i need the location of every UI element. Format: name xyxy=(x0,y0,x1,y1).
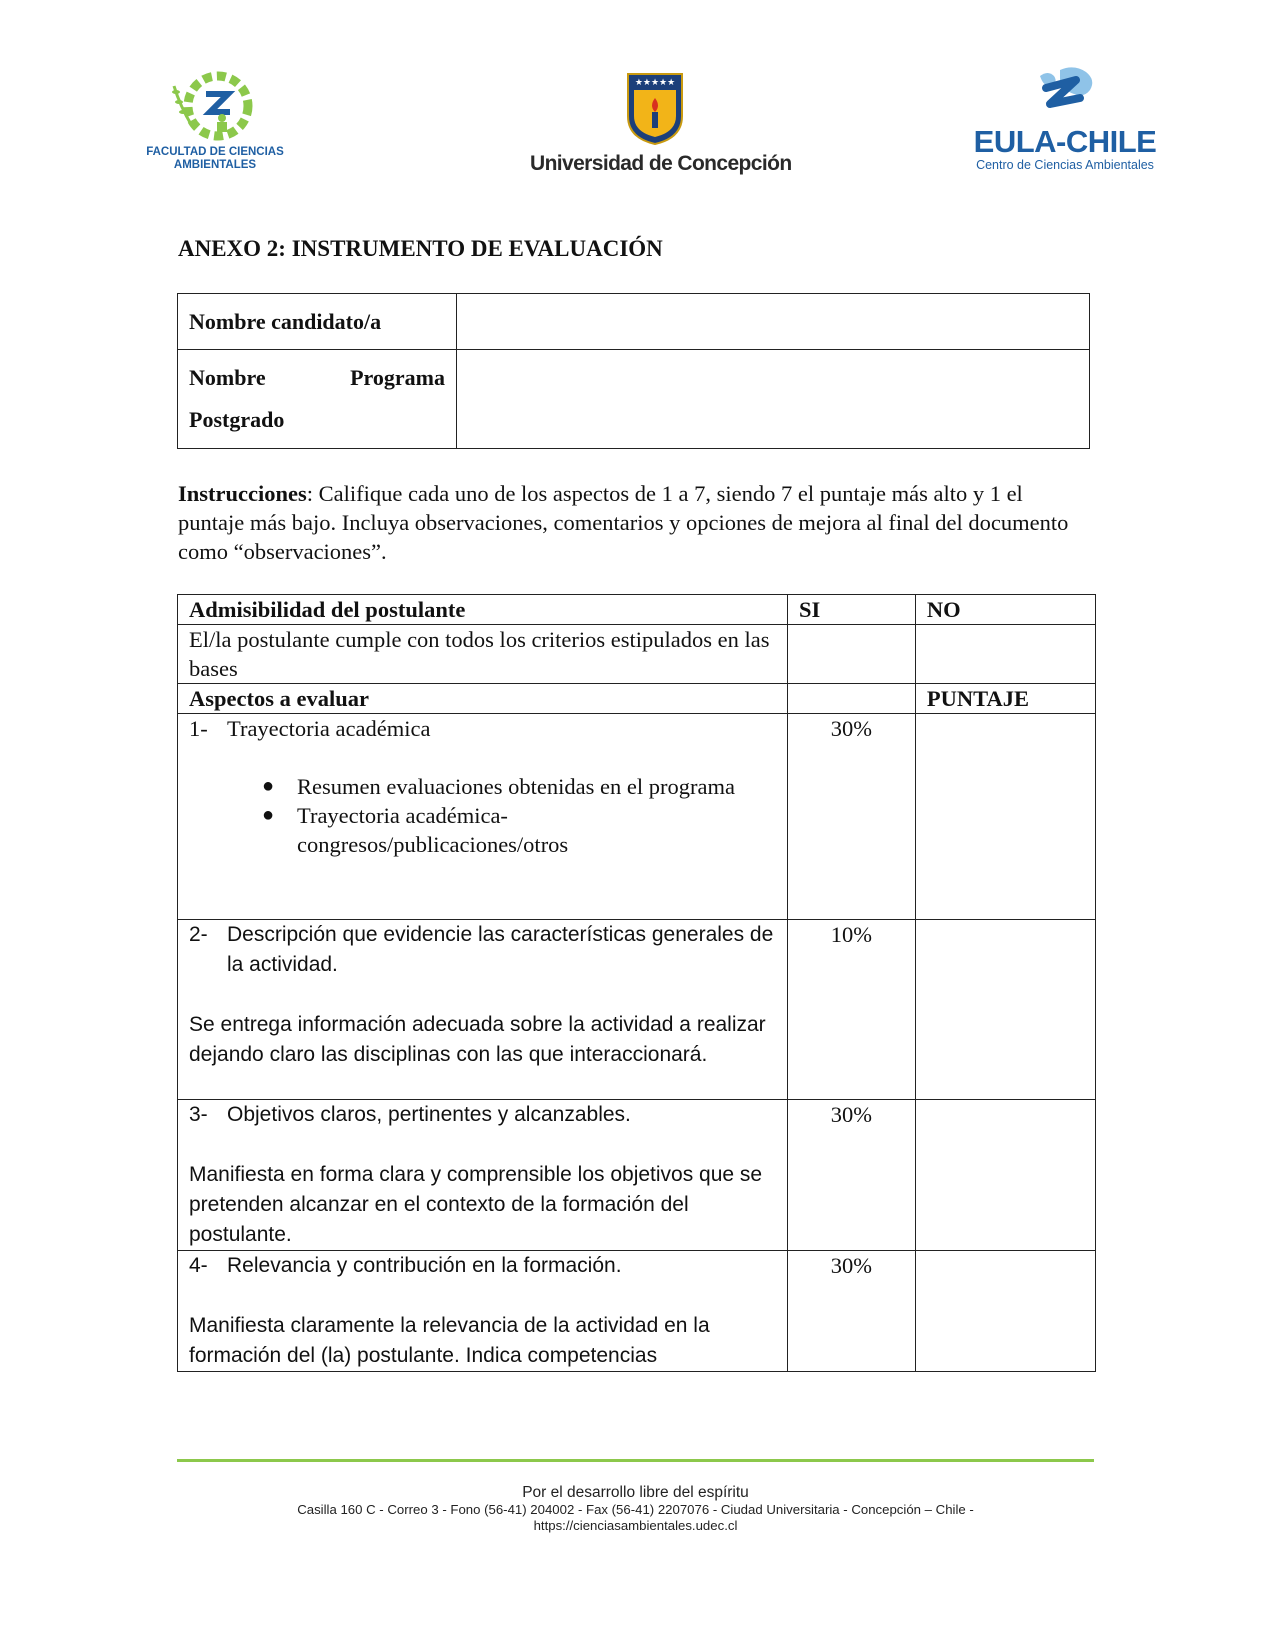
udec-logo-text: Universidad de Concepción xyxy=(530,152,792,175)
instructions-label: Instrucciones xyxy=(178,481,307,506)
aspects-header-row xyxy=(178,684,1096,714)
instructions-paragraph xyxy=(178,479,1090,566)
candidate-name-row xyxy=(178,294,1090,350)
si-header: SI xyxy=(787,595,915,625)
faculty-gear-emblem-icon xyxy=(162,66,268,146)
criteria-row xyxy=(178,625,1096,684)
aspect-2-description: Se entrega información adecuada sobre la actividad a realizar dejando claro las disciplinas con las que interaccionará. xyxy=(189,1013,766,1066)
evaluation-table xyxy=(177,594,1096,1372)
criteria-si-cell[interactable] xyxy=(787,625,915,684)
udec-logo xyxy=(530,72,792,182)
aspect-4-score-cell[interactable] xyxy=(915,1251,1095,1372)
program-name-field[interactable] xyxy=(457,350,1090,449)
aspect-3-cell xyxy=(178,1100,788,1251)
eula-logo-title: EULA-CHILE xyxy=(973,124,1157,159)
program-label-word-1: Nombre xyxy=(189,365,266,390)
bullet-icon: ● xyxy=(262,804,275,826)
program-label-word-3: Postgrado xyxy=(189,407,285,432)
program-name-row xyxy=(178,350,1090,449)
criteria-text: El/la postulante cumple con todos los criterios estipulados en las bases xyxy=(178,625,788,684)
aspect-1-cell xyxy=(178,714,788,920)
aspect-1-bullet-1-text: Resumen evaluaciones obtenidas en el programa xyxy=(297,774,735,799)
candidate-info-table xyxy=(177,293,1090,449)
aspect-1-weight: 30% xyxy=(787,714,915,920)
aspect-4-number: 4- xyxy=(189,1254,208,1277)
aspect-2-title: Descripción que evidencie las características generales de la actividad. xyxy=(227,923,774,976)
aspect-1-bullet-1 xyxy=(262,772,776,801)
aspect-3-score-cell[interactable] xyxy=(915,1100,1095,1251)
faculty-logo-line2: AMBIENTALES xyxy=(173,159,257,171)
aspect-2-score-cell[interactable] xyxy=(915,920,1095,1100)
aspect-4-title: Relevancia y contribución en la formación. xyxy=(227,1254,622,1277)
program-name-label xyxy=(178,350,457,449)
aspect-4-description: Manifiesta claramente la relevancia de la actividad en la formación del (la) postulante. Indica competencias xyxy=(189,1314,710,1367)
program-label-word-2: Programa xyxy=(350,365,445,390)
aspect-1-bullet-2-text: Trayectoria académica-congresos/publicaciones/otros xyxy=(297,803,569,857)
page-footer xyxy=(177,1483,1094,1534)
aspect-1-bullet-list xyxy=(189,772,776,859)
score-header: PUNTAJE xyxy=(915,684,1095,714)
eula-logo-subtitle: Centro de Ciencias Ambientales xyxy=(976,158,1154,172)
footer-motto: Por el desarrollo libre del espíritu xyxy=(522,1484,749,1501)
faculty-logo-line1: FACULTAD DE CIENCIAS xyxy=(146,146,284,158)
faculty-logo xyxy=(140,66,290,182)
aspect-3-title: Objetivos claros, pertinentes y alcanzables. xyxy=(227,1103,631,1126)
instructions-text: : Califique cada uno de los aspectos de 1 a 7, siendo 7 el puntaje más alto y 1 el puntaje más bajo. Incluya observaciones, comentarios y opciones de mejora al final del documento como “observaciones”. xyxy=(178,481,1069,564)
eula-logo xyxy=(965,64,1165,182)
footer-address: Casilla 160 C - Correo 3 - Fono (56-41) 204002 - Fax (56-41) 2207076 - Ciudad Universitaria - Concepción – Chile - xyxy=(297,1502,974,1517)
university-shield-icon xyxy=(625,72,685,146)
aspect-row-1 xyxy=(178,714,1096,920)
aspect-row-3 xyxy=(178,1100,1096,1251)
candidate-name-field[interactable] xyxy=(457,294,1090,350)
no-header: NO xyxy=(915,595,1095,625)
aspects-header-empty-cell xyxy=(787,684,915,714)
aspect-1-number: 1- xyxy=(189,716,208,741)
aspect-2-cell xyxy=(178,920,788,1100)
aspects-header: Aspectos a evaluar xyxy=(178,684,788,714)
aspect-1-bullet-2 xyxy=(262,801,776,859)
admissibility-header-row xyxy=(178,595,1096,625)
footer-url[interactable]: https://cienciasambientales.udec.cl xyxy=(533,1518,738,1533)
criteria-no-cell[interactable] xyxy=(915,625,1095,684)
aspect-1-title: Trayectoria académica xyxy=(227,716,431,741)
aspect-row-4 xyxy=(178,1251,1096,1372)
eula-emblem-icon xyxy=(1020,64,1110,126)
candidate-name-label: Nombre candidato/a xyxy=(178,294,457,350)
aspect-1-score-cell[interactable] xyxy=(915,714,1095,920)
aspect-4-cell xyxy=(178,1251,788,1372)
bullet-icon: ● xyxy=(262,775,275,797)
aspect-4-weight: 30% xyxy=(787,1251,915,1372)
aspect-3-number: 3- xyxy=(189,1103,208,1126)
aspect-2-weight: 10% xyxy=(787,920,915,1100)
aspect-3-weight: 30% xyxy=(787,1100,915,1251)
footer-divider xyxy=(177,1459,1094,1462)
aspect-2-number: 2- xyxy=(189,923,208,946)
aspect-3-description: Manifiesta en forma clara y comprensible los objetivos que se pretenden alcanzar en el contexto de la formación del postulante. xyxy=(189,1163,763,1246)
aspect-row-2 xyxy=(178,920,1096,1100)
svg-text:★★★★★: ★★★★★ xyxy=(634,78,676,88)
admissibility-header: Admisibilidad del postulante xyxy=(178,595,788,625)
page-title: ANEXO 2: INSTRUMENTO DE EVALUACIÓN xyxy=(178,236,663,261)
